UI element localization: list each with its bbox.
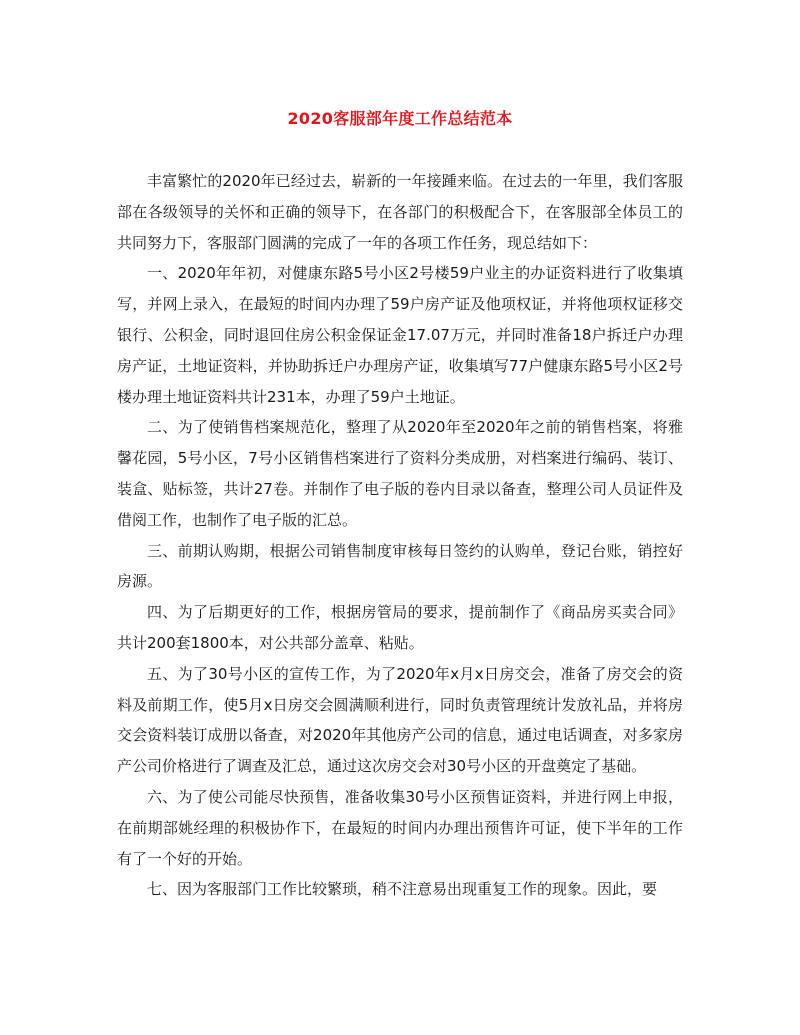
paragraph-item-3: 三、前期认购期，根据公司销售制度审核每日签约的认购单，登记台账，销控好房源。 <box>117 541 683 591</box>
document-body <box>117 166 683 905</box>
paragraph-item-7: 七、因为客服部门工作比较繁琐，稍不注意易出现重复工作的现象。因此，要 <box>147 880 658 899</box>
paragraph-item-4: 四、为了后期更好的工作，根据房管局的要求，提前制作了《商品房买卖合同》共计200套1800本，对公共部分盖章、粘贴。 <box>117 603 683 652</box>
paragraph-item-5: 五、为了30号小区的宣传工作，为了2020年x月x日房交会，准备了房交会的资料及前期工作，使5月x日房交会圆满顺利进行，同时负责管理统计发放礼品，并将房交会资料装订成册以备查，对2020年其他房产公司的信息，通过电话调查，对多家房产公司价格进行了调查及汇总，通过这次房交会对30号小区的开盘奠定了基础。 <box>117 664 683 776</box>
document-title: 2020客服部年度工作总结范本 <box>287 109 513 128</box>
paragraph-item-1: 一、2020年年初，对健康东路5号小区2号楼59户业主的办证资料进行了收集填写，并网上录入，在最短的时间内办理了59户房产证及他项权证，并将他项权证移交银行、公积金，同时退回住房公积金保证金17.07万元，并同时准备18户拆迁户办理房产证，土地证资料，并协助拆迁户办理房产证，收集填写77户健康东路5号小区2号楼办理土地证资料共计231本，办理了59户土地证。 <box>117 264 683 406</box>
paragraph-item-6: 六、为了使公司能尽快预售，准备收集30号小区预售证资料，并进行网上申报，在前期部姚经理的积极协作下，在最短的时间内办理出预售许可证，使下半年的工作有了一个好的开始。 <box>117 787 683 868</box>
paragraph-intro: 丰富繁忙的2020年已经过去，崭新的一年接踵来临。在过去的一年里，我们客服部在各级领导的关怀和正确的领导下，在各部门的积极配合下，在客服部全体员工的共同努力下，客服部门圆满的完成了一年的各项工作任务，现总结如下： <box>117 172 683 252</box>
paragraph-item-2: 二、为了使销售档案规范化，整理了从2020年至2020年之前的销售档案，将雅馨花园，5号小区，7号小区销售档案进行了资料分类成册，对档案进行编码、装订、装盒、贴标签，共计27卷。并制作了电子版的卷内目录以备查，整理公司人员证件及借阅工作，也制作了电子版的汇总。 <box>117 418 683 529</box>
